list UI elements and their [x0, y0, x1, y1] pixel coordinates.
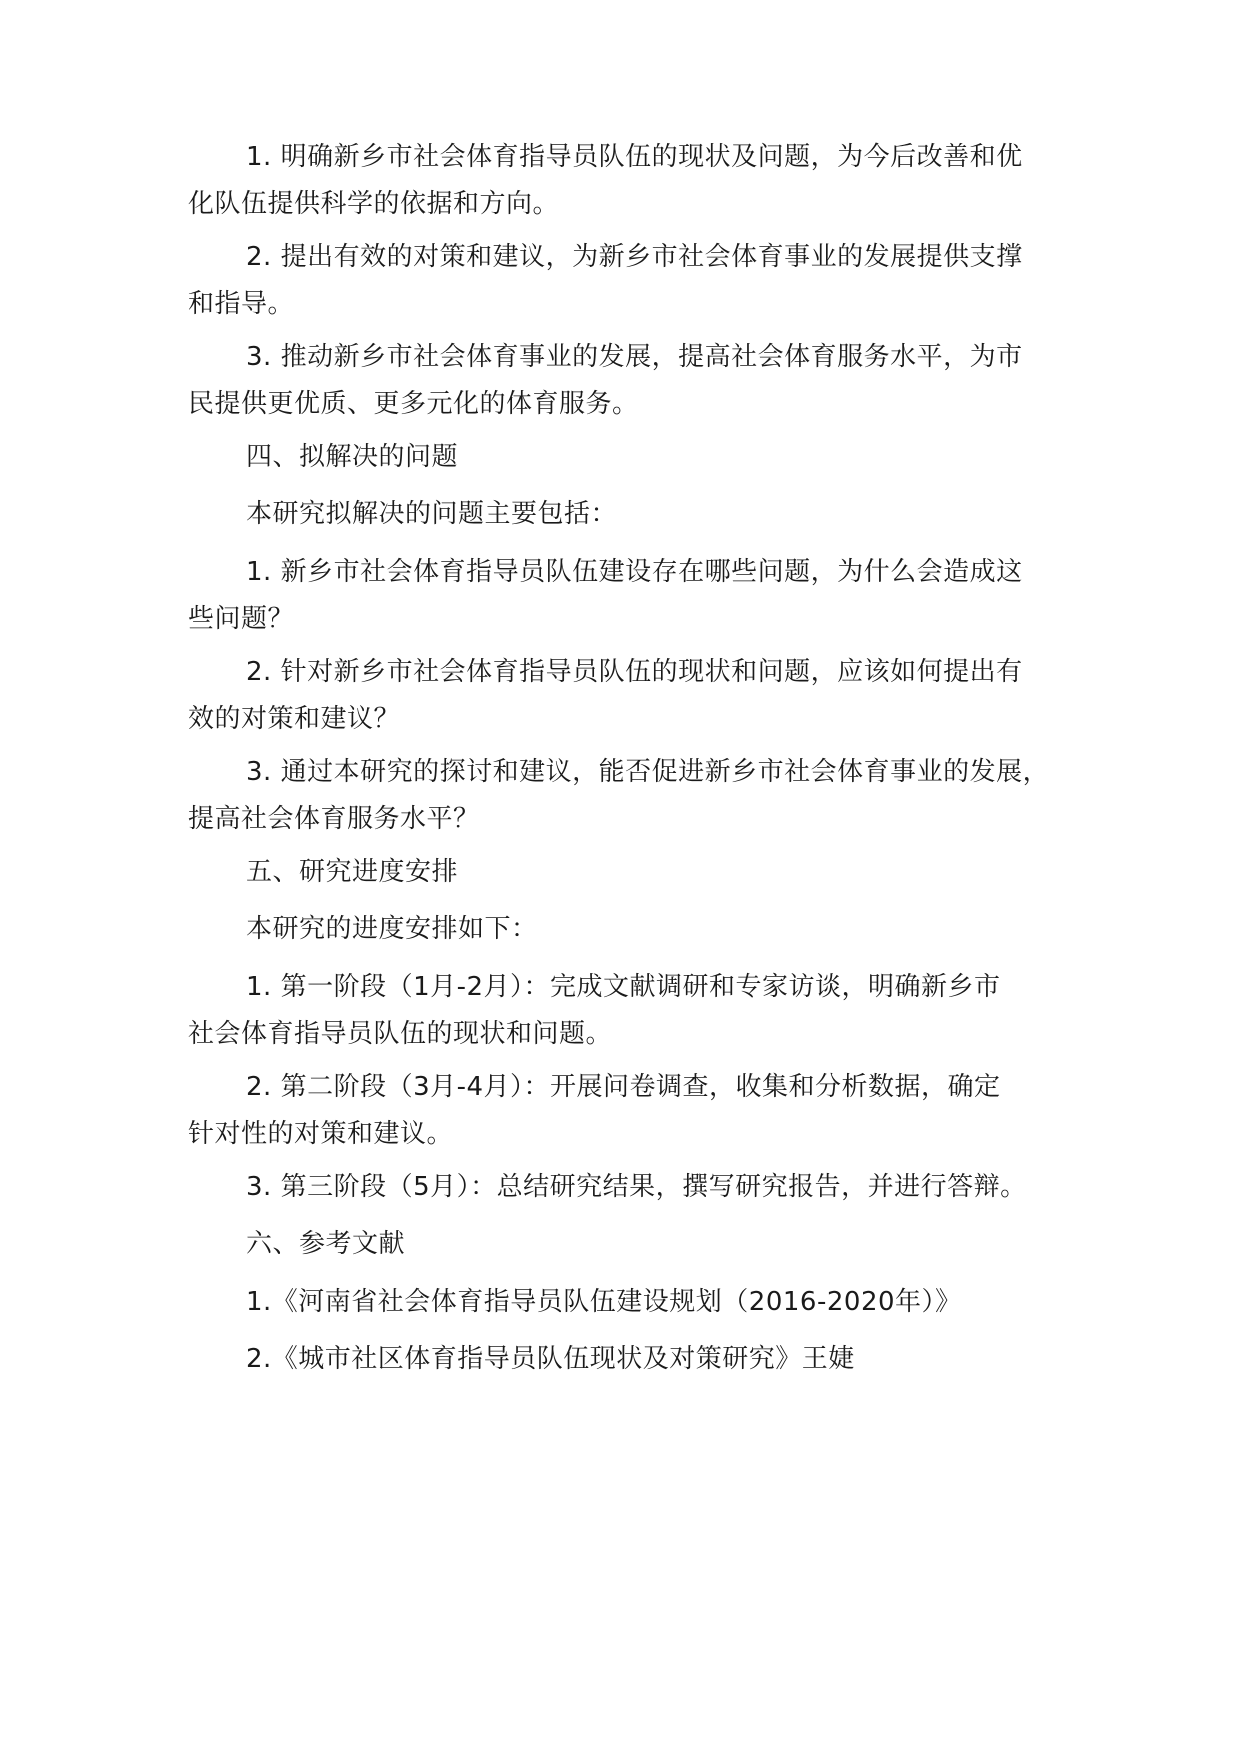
paragraph-stage-2 — [188, 1064, 1088, 1158]
text-line: 2.《城市社区体育指导员队伍现状及对策研究》王婕 — [246, 1344, 855, 1374]
paragraph-goal-1 — [188, 134, 1088, 228]
text-line: 效的对策和建议？ — [188, 704, 401, 734]
text-line: 提高社会体育服务水平？ — [188, 804, 480, 834]
heading-text: 六、参考文献 — [246, 1229, 406, 1259]
text-line: 2. 针对新乡市社会体育指导员队伍的现状和问题，应该如何提出有 — [246, 657, 1023, 687]
text-line: 2. 提出有效的对策和建议，为新乡市社会体育事业的发展提供支撑 — [246, 242, 1023, 272]
text-line: 2. 第二阶段（3月-4月）：开展问卷调查，收集和分析数据，确定 — [246, 1072, 1001, 1102]
heading-text: 五、研究进度安排 — [246, 857, 459, 887]
paragraph-problem-1 — [188, 549, 1088, 643]
paragraph-goal-3 — [188, 334, 1088, 428]
paragraph-schedule-intro — [188, 906, 1088, 953]
text-line: 些问题？ — [188, 604, 295, 634]
section-heading-problems — [188, 434, 1088, 481]
text-line: 本研究的进度安排如下： — [246, 914, 538, 944]
heading-text: 四、拟解决的问题 — [246, 442, 459, 472]
text-line: 3. 第三阶段（5月）：总结研究结果，撰写研究报告，并进行答辩。 — [246, 1172, 1027, 1202]
paragraph-problem-2 — [188, 649, 1088, 743]
text-line: 1. 明确新乡市社会体育指导员队伍的现状及问题，为今后改善和优 — [246, 142, 1023, 172]
paragraph-goal-2 — [188, 234, 1088, 328]
text-line: 3. 推动新乡市社会体育事业的发展，提高社会体育服务水平，为市 — [246, 342, 1023, 372]
paragraph-stage-1 — [188, 964, 1088, 1058]
paragraph-problems-intro — [188, 491, 1088, 538]
text-line: 和指导。 — [188, 289, 295, 319]
text-line: 1.《河南省社会体育指导员队伍建设规划（2016-2020年）》 — [246, 1287, 962, 1317]
text-line: 化队伍提供科学的依据和方向。 — [188, 189, 560, 219]
reference-item-1 — [188, 1279, 1088, 1326]
text-line: 1. 第一阶段（1月-2月）：完成文献调研和专家访谈，明确新乡市 — [246, 972, 1001, 1002]
text-line: 1. 新乡市社会体育指导员队伍建设存在哪些问题，为什么会造成这 — [246, 557, 1023, 587]
text-line: 3. 通过本研究的探讨和建议，能否促进新乡市社会体育事业的发展， — [246, 757, 1050, 787]
paragraph-stage-3 — [188, 1164, 1088, 1211]
text-line: 社会体育指导员队伍的现状和问题。 — [188, 1019, 613, 1049]
reference-item-2 — [188, 1336, 1088, 1383]
section-heading-schedule — [188, 849, 1088, 896]
section-heading-references — [188, 1221, 1088, 1268]
text-line: 本研究拟解决的问题主要包括： — [246, 499, 618, 529]
text-line: 民提供更优质、更多元化的体育服务。 — [188, 389, 639, 419]
text-line: 针对性的对策和建议。 — [188, 1119, 454, 1149]
paragraph-problem-3 — [188, 749, 1088, 843]
